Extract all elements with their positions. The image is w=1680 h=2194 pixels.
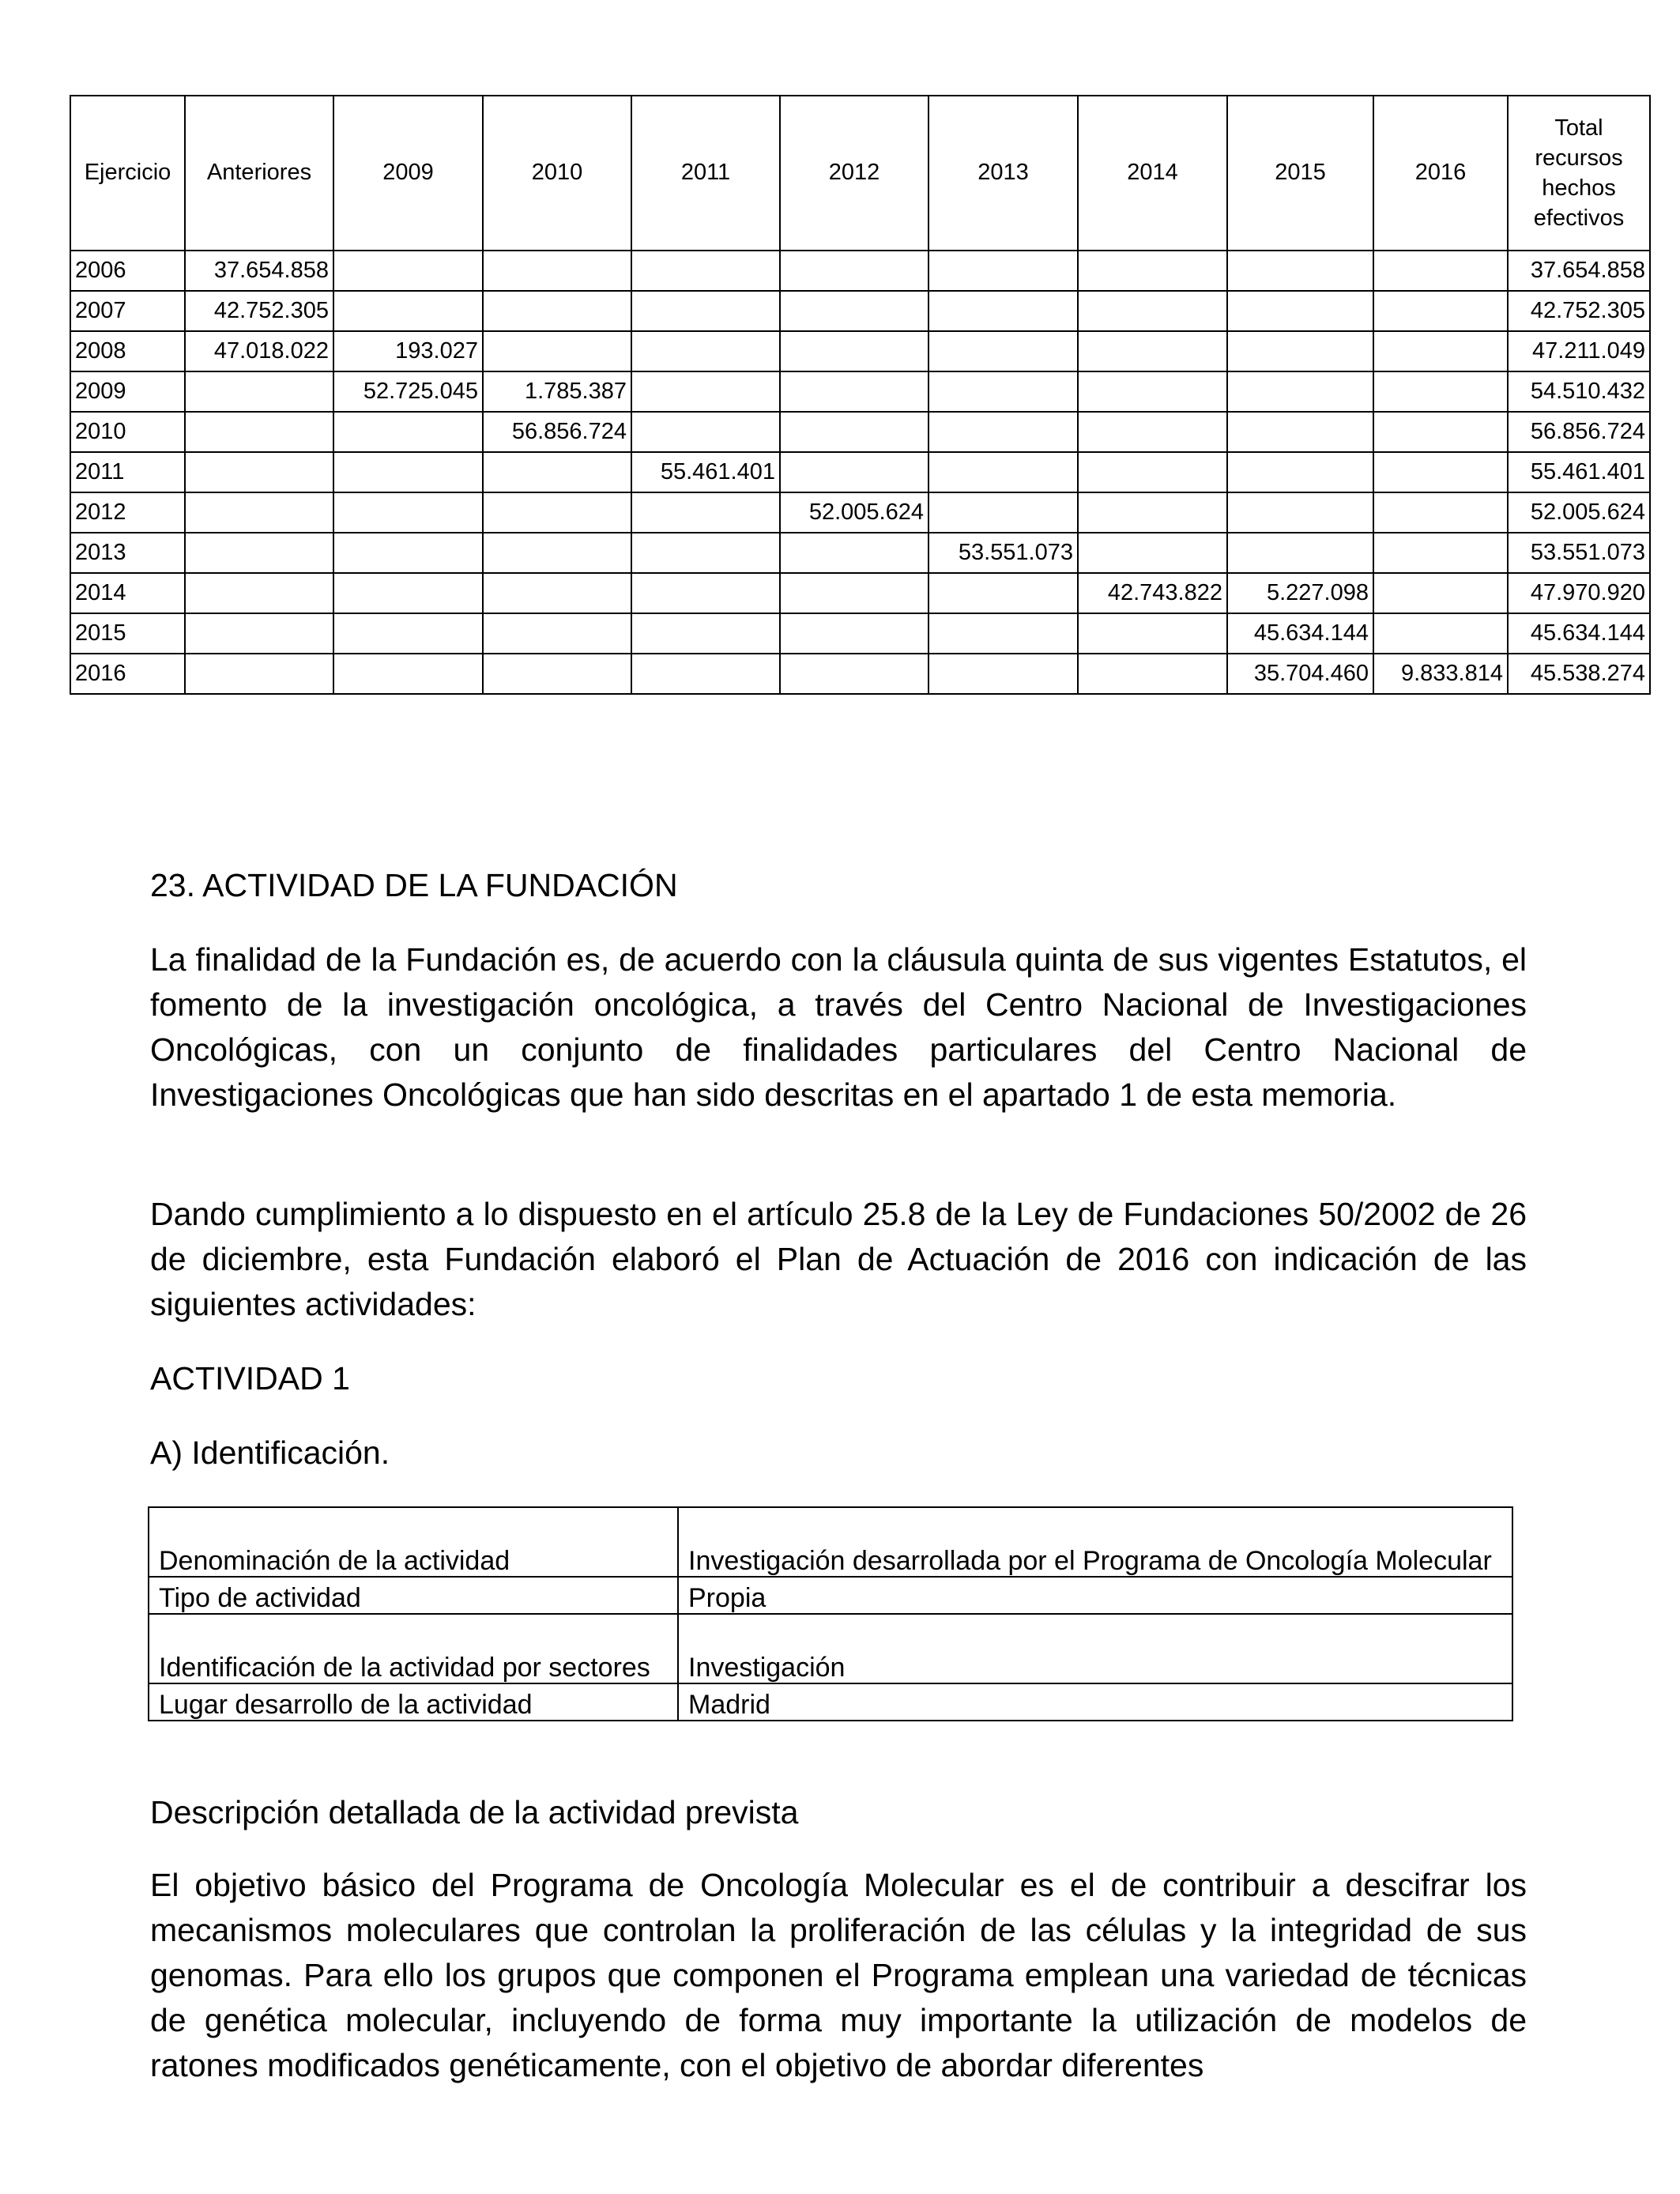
amount-cell (929, 251, 1078, 291)
amount-cell (780, 533, 929, 573)
table-row (70, 452, 1650, 492)
table-row (70, 371, 1650, 412)
amount-cell (333, 573, 483, 613)
amount-cell (333, 452, 483, 492)
amount-cell (1078, 331, 1227, 371)
amount-cell (929, 573, 1078, 613)
amount-cell: 35.704.460 (1227, 654, 1373, 694)
amount-cell (185, 412, 333, 452)
amount-cell (780, 613, 929, 654)
year-cell: 2010 (70, 412, 185, 452)
total-cell: 53.551.073 (1508, 533, 1650, 573)
amount-cell (1373, 533, 1508, 573)
resources-table-body (70, 251, 1650, 694)
table-row (70, 291, 1650, 331)
amount-cell (631, 412, 780, 452)
amount-cell: 47.018.022 (185, 331, 333, 371)
total-cell: 47.970.920 (1508, 573, 1650, 613)
header-cell: 2011 (631, 96, 780, 251)
activity-field-value: Investigación desarrollada por el Programa de Oncología Molecular (678, 1507, 1512, 1577)
amount-cell (185, 492, 333, 533)
table-row (70, 573, 1650, 613)
table-row (149, 1507, 1512, 1577)
year-cell: 2015 (70, 613, 185, 654)
table-row (70, 533, 1650, 573)
activity-field-value: Investigación (678, 1614, 1512, 1683)
amount-cell (780, 251, 929, 291)
header-cell: 2013 (929, 96, 1078, 251)
amount-cell (333, 613, 483, 654)
header-cell: 2014 (1078, 96, 1227, 251)
header-cell: Anteriores (185, 96, 333, 251)
amount-cell (929, 331, 1078, 371)
amount-cell (1373, 251, 1508, 291)
amount-cell (631, 251, 780, 291)
amount-cell (1078, 492, 1227, 533)
amount-cell (333, 251, 483, 291)
amount-cell: 45.634.144 (1227, 613, 1373, 654)
amount-cell (1078, 251, 1227, 291)
amount-cell (929, 291, 1078, 331)
table-row (70, 492, 1650, 533)
table-row (70, 412, 1650, 452)
amount-cell (929, 492, 1078, 533)
total-cell: 47.211.049 (1508, 331, 1650, 371)
amount-cell (1227, 412, 1373, 452)
amount-cell (631, 654, 780, 694)
resources-header-row (70, 96, 1650, 251)
identification-label: A) Identificación. (150, 1434, 390, 1471)
paragraph: El objetivo básico del Programa de Oncología Molecular es el de contribuir a descifrar los mecanismos moleculares que controlan la proliferación de las células y la integridad de sus genomas. Para ello los grupos que componen el Programa emplean una variedad de técnicas de genética molecular, incluyendo de forma muy importante la utilización de modelos de ratones modificados genéticamente, con el objetivo de abordar diferentes (150, 1867, 1527, 2083)
amount-cell (1373, 371, 1508, 412)
total-cell: 56.856.724 (1508, 412, 1650, 452)
amount-cell (631, 371, 780, 412)
amount-cell (1078, 654, 1227, 694)
amount-cell (631, 533, 780, 573)
amount-cell (1078, 452, 1227, 492)
table-row (149, 1577, 1512, 1614)
amount-cell (483, 251, 631, 291)
amount-cell (483, 291, 631, 331)
amount-cell (780, 412, 929, 452)
amount-cell: 5.227.098 (1227, 573, 1373, 613)
amount-cell (1373, 492, 1508, 533)
activity-title: ACTIVIDAD 1 (150, 1360, 350, 1397)
amount-cell (1373, 452, 1508, 492)
amount-cell (780, 654, 929, 694)
amount-cell (1078, 412, 1227, 452)
year-cell: 2014 (70, 573, 185, 613)
amount-cell (780, 573, 929, 613)
amount-cell (929, 371, 1078, 412)
year-cell: 2006 (70, 251, 185, 291)
amount-cell (1227, 492, 1373, 533)
activity-field-label: Denominación de la actividad (149, 1507, 678, 1577)
header-cell: 2010 (483, 96, 631, 251)
amount-cell (483, 573, 631, 613)
amount-cell (631, 331, 780, 371)
amount-cell (333, 412, 483, 452)
amount-cell (780, 331, 929, 371)
year-cell: 2013 (70, 533, 185, 573)
total-cell: 37.654.858 (1508, 251, 1650, 291)
amount-cell (1227, 251, 1373, 291)
activity-field-label: Tipo de actividad (149, 1577, 678, 1614)
amount-cell: 193.027 (333, 331, 483, 371)
amount-cell (1373, 573, 1508, 613)
amount-cell (780, 452, 929, 492)
amount-cell (333, 492, 483, 533)
amount-cell (483, 452, 631, 492)
amount-cell (333, 291, 483, 331)
amount-cell (1373, 613, 1508, 654)
amount-cell (333, 533, 483, 573)
amount-cell: 9.833.814 (1373, 654, 1508, 694)
year-cell: 2011 (70, 452, 185, 492)
amount-cell (483, 492, 631, 533)
activity-field-value: Propia (678, 1577, 1512, 1614)
activity-field-label: Identificación de la actividad por sectores (149, 1614, 678, 1683)
amount-cell (185, 371, 333, 412)
amount-cell: 42.743.822 (1078, 573, 1227, 613)
amount-cell (185, 613, 333, 654)
amount-cell (185, 452, 333, 492)
amount-cell: 1.785.387 (483, 371, 631, 412)
amount-cell (1078, 291, 1227, 331)
amount-cell (1078, 613, 1227, 654)
amount-cell: 37.654.858 (185, 251, 333, 291)
table-row (149, 1683, 1512, 1721)
amount-cell: 52.725.045 (333, 371, 483, 412)
amount-cell: 42.752.305 (185, 291, 333, 331)
amount-cell (1227, 331, 1373, 371)
amount-cell (1227, 291, 1373, 331)
year-cell: 2012 (70, 492, 185, 533)
amount-cell (929, 412, 1078, 452)
resources-table (70, 95, 1651, 695)
year-cell: 2008 (70, 331, 185, 371)
amount-cell (483, 654, 631, 694)
amount-cell: 55.461.401 (631, 452, 780, 492)
total-cell: 45.634.144 (1508, 613, 1650, 654)
amount-cell (185, 573, 333, 613)
amount-cell (780, 371, 929, 412)
amount-cell (1373, 331, 1508, 371)
year-cell: 2009 (70, 371, 185, 412)
amount-cell (1078, 371, 1227, 412)
amount-cell (1373, 291, 1508, 331)
amount-cell (780, 291, 929, 331)
year-cell: 2016 (70, 654, 185, 694)
table-row (70, 654, 1650, 694)
amount-cell (1227, 371, 1373, 412)
header-cell: 2009 (333, 96, 483, 251)
amount-cell (1373, 412, 1508, 452)
amount-cell (929, 654, 1078, 694)
header-cell: 2015 (1227, 96, 1373, 251)
header-cell-total: Total recursos hechos efectivos (1508, 96, 1650, 251)
amount-cell (631, 613, 780, 654)
amount-cell (1078, 533, 1227, 573)
table-row (149, 1614, 1512, 1683)
activity-field-value: Madrid (678, 1683, 1512, 1721)
total-cell: 52.005.624 (1508, 492, 1650, 533)
total-cell: 42.752.305 (1508, 291, 1650, 331)
description-title: Descripción detallada de la actividad prevista (150, 1794, 799, 1830)
amount-cell (1227, 533, 1373, 573)
table-row (70, 331, 1650, 371)
year-cell: 2007 (70, 291, 185, 331)
table-row (70, 251, 1650, 291)
table-row (70, 613, 1650, 654)
paragraph: La finalidad de la Fundación es, de acuerdo con la cláusula quinta de sus vigentes Estatutos, el fomento de la investigación oncológica, a través del Centro Nacional de Investigaciones Oncológicas, con un conjunto de finalidades particulares del Centro Nacional de Investigaciones Oncológicas que han sido descritas en el apartado 1 de esta memoria. (150, 941, 1527, 1113)
header-cell: 2016 (1373, 96, 1508, 251)
amount-cell: 52.005.624 (780, 492, 929, 533)
header-cell: 2012 (780, 96, 929, 251)
amount-cell (483, 533, 631, 573)
amount-cell (631, 291, 780, 331)
header-cell: Ejercicio (70, 96, 185, 251)
total-cell: 54.510.432 (1508, 371, 1650, 412)
amount-cell: 56.856.724 (483, 412, 631, 452)
amount-cell (483, 331, 631, 371)
amount-cell (929, 452, 1078, 492)
amount-cell (333, 654, 483, 694)
amount-cell (929, 613, 1078, 654)
amount-cell (631, 573, 780, 613)
amount-cell (185, 533, 333, 573)
paragraph: Dando cumplimiento a lo dispuesto en el artículo 25.8 de la Ley de Fundaciones 50/2002 de 26 de diciembre, esta Fundación elaboró el Plan de Actuación de 2016 con indicación de las siguientes actividades: (150, 1196, 1527, 1322)
activity-table (148, 1506, 1513, 1721)
activity-field-label: Lugar desarrollo de la actividad (149, 1683, 678, 1721)
total-cell: 45.538.274 (1508, 654, 1650, 694)
amount-cell (1227, 452, 1373, 492)
amount-cell (631, 492, 780, 533)
amount-cell (483, 613, 631, 654)
amount-cell (185, 654, 333, 694)
amount-cell: 53.551.073 (929, 533, 1078, 573)
section-heading: 23. ACTIVIDAD DE LA FUNDACIÓN (150, 867, 678, 903)
total-cell: 55.461.401 (1508, 452, 1650, 492)
